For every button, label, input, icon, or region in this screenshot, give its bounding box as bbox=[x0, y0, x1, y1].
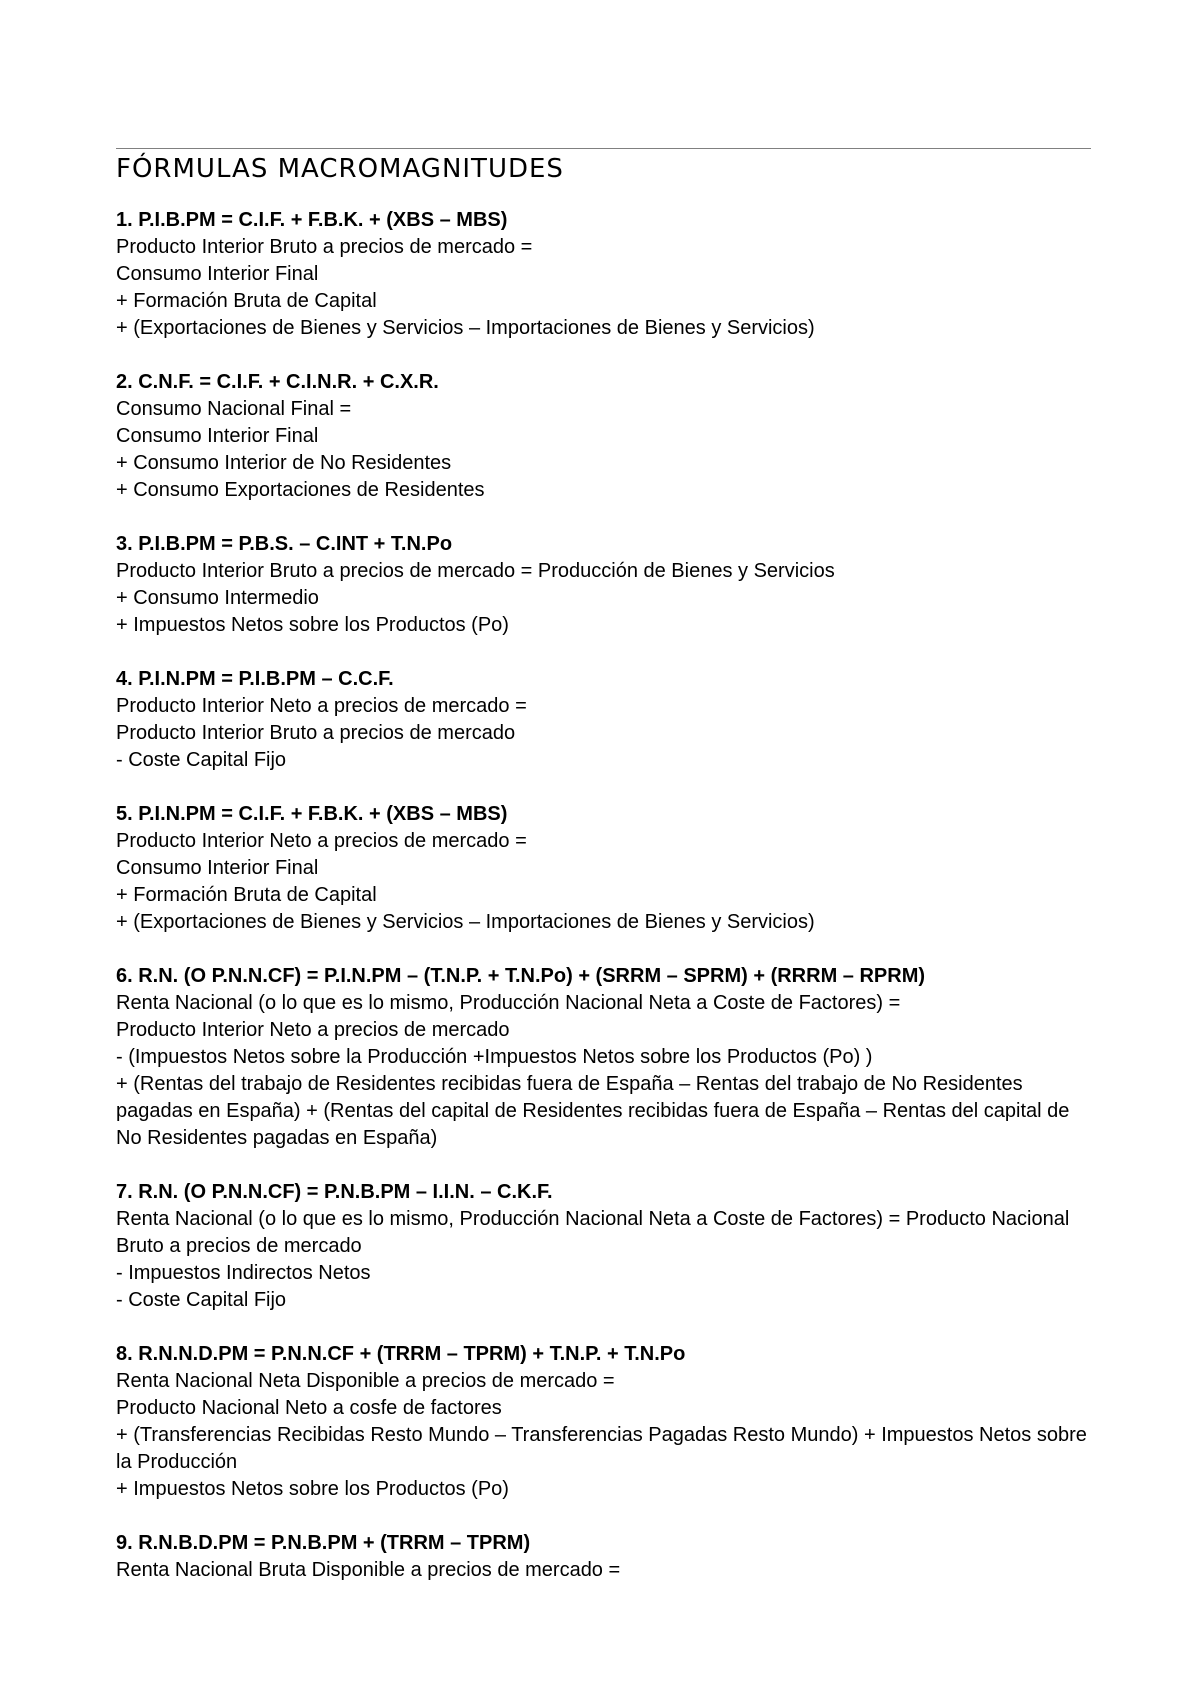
formula-line: + Impuestos Netos sobre los Productos (Po) bbox=[116, 614, 509, 636]
formula-line: Producto Interior Neto a precios de mercado bbox=[116, 1019, 510, 1041]
formula-line: - (Impuestos Netos sobre la Producción +Impuestos Netos sobre los Productos (Po) ) bbox=[116, 1046, 873, 1068]
formula-heading: 2. C.N.F. = C.I.F. + C.I.N.R. + C.X.R. bbox=[116, 371, 439, 393]
formula-line: + (Exportaciones de Bienes y Servicios – Importaciones de Bienes y Servicios) bbox=[116, 911, 815, 933]
formula-heading: 8. R.N.N.D.PM = P.N.N.CF + (TRRM – TPRM) + T.N.P. + T.N.Po bbox=[116, 1343, 686, 1365]
formula-line: - Coste Capital Fijo bbox=[116, 749, 287, 771]
formula-section-7 bbox=[116, 1179, 1091, 1314]
formula-heading: 3. P.I.B.PM = P.B.S. – C.INT + T.N.Po bbox=[116, 533, 453, 555]
formula-section-5 bbox=[116, 801, 1091, 936]
formula-line: Producto Interior Bruto a precios de mercado = bbox=[116, 236, 533, 258]
formula-line: Renta Nacional (o lo que es lo mismo, Producción Nacional Neta a Coste de Factores) = Producto Nacional Bruto a precios de mercado bbox=[116, 1208, 1070, 1257]
formula-line: Producto Interior Neto a precios de mercado = bbox=[116, 695, 527, 717]
formula-section-4 bbox=[116, 666, 1091, 774]
formula-heading: 5. P.I.N.PM = C.I.F. + F.B.K. + (XBS – MBS) bbox=[116, 803, 508, 825]
formula-line: Consumo Interior Final bbox=[116, 425, 319, 447]
formula-line: - Coste Capital Fijo bbox=[116, 1289, 287, 1311]
formula-heading: 6. R.N. (O P.N.N.CF) = P.I.N.PM – (T.N.P. + T.N.Po) + (SRRM – SPRM) + (RRRM – RPRM) bbox=[116, 965, 926, 987]
formula-heading: 4. P.I.N.PM = P.I.B.PM – C.C.F. bbox=[116, 668, 394, 690]
formula-line: Producto Nacional Neto a cosfe de factores bbox=[116, 1397, 502, 1419]
formula-line: + (Rentas del trabajo de Residentes recibidas fuera de España – Rentas del trabajo de No Residentes pagadas en España) + (Rentas del capital de Residentes recibidas fuera de España – Rentas del capital de No Residentes pagadas en España) bbox=[116, 1073, 1070, 1149]
formula-line: + (Transferencias Recibidas Resto Mundo – Transferencias Pagadas Resto Mundo) + Impuestos Netos sobre la Producción bbox=[116, 1424, 1087, 1473]
formula-line: Renta Nacional (o lo que es lo mismo, Producción Nacional Neta a Coste de Factores) = bbox=[116, 992, 901, 1014]
formula-line: + Consumo Intermedio bbox=[116, 587, 319, 609]
formula-section-2 bbox=[116, 369, 1091, 504]
formula-heading: 9. R.N.B.D.PM = P.N.B.PM + (TRRM – TPRM) bbox=[116, 1532, 531, 1554]
formula-section-9 bbox=[116, 1530, 1091, 1584]
top-rule bbox=[116, 148, 1091, 149]
formula-section-8 bbox=[116, 1341, 1091, 1503]
document-page bbox=[116, 148, 1091, 1611]
formula-section-1 bbox=[116, 207, 1091, 342]
page-title: FÓRMULAS MACROMAGNITUDES bbox=[116, 154, 564, 184]
formula-line: + Impuestos Netos sobre los Productos (Po) bbox=[116, 1478, 509, 1500]
formula-section-6 bbox=[116, 963, 1091, 1152]
formula-line: Consumo Nacional Final = bbox=[116, 398, 352, 420]
formula-line: Consumo Interior Final bbox=[116, 263, 319, 285]
formula-line: + Formación Bruta de Capital bbox=[116, 290, 377, 312]
formula-line: Producto Interior Bruto a precios de mercado = Producción de Bienes y Servicios bbox=[116, 560, 835, 582]
formula-line: - Impuestos Indirectos Netos bbox=[116, 1262, 371, 1284]
formula-heading: 1. P.I.B.PM = C.I.F. + F.B.K. + (XBS – MBS) bbox=[116, 209, 508, 231]
formula-line: Renta Nacional Bruta Disponible a precios de mercado = bbox=[116, 1559, 621, 1581]
formula-section-3 bbox=[116, 531, 1091, 639]
formula-line: Producto Interior Neto a precios de mercado = bbox=[116, 830, 527, 852]
formula-line: + (Exportaciones de Bienes y Servicios – Importaciones de Bienes y Servicios) bbox=[116, 317, 815, 339]
formula-line: + Consumo Interior de No Residentes bbox=[116, 452, 452, 474]
formula-heading: 7. R.N. (O P.N.N.CF) = P.N.B.PM – I.I.N. – C.K.F. bbox=[116, 1181, 553, 1203]
formula-line: Producto Interior Bruto a precios de mercado bbox=[116, 722, 516, 744]
formula-line: + Consumo Exportaciones de Residentes bbox=[116, 479, 485, 501]
formula-line: Consumo Interior Final bbox=[116, 857, 319, 879]
formula-line: Renta Nacional Neta Disponible a precios de mercado = bbox=[116, 1370, 615, 1392]
formula-line: + Formación Bruta de Capital bbox=[116, 884, 377, 906]
